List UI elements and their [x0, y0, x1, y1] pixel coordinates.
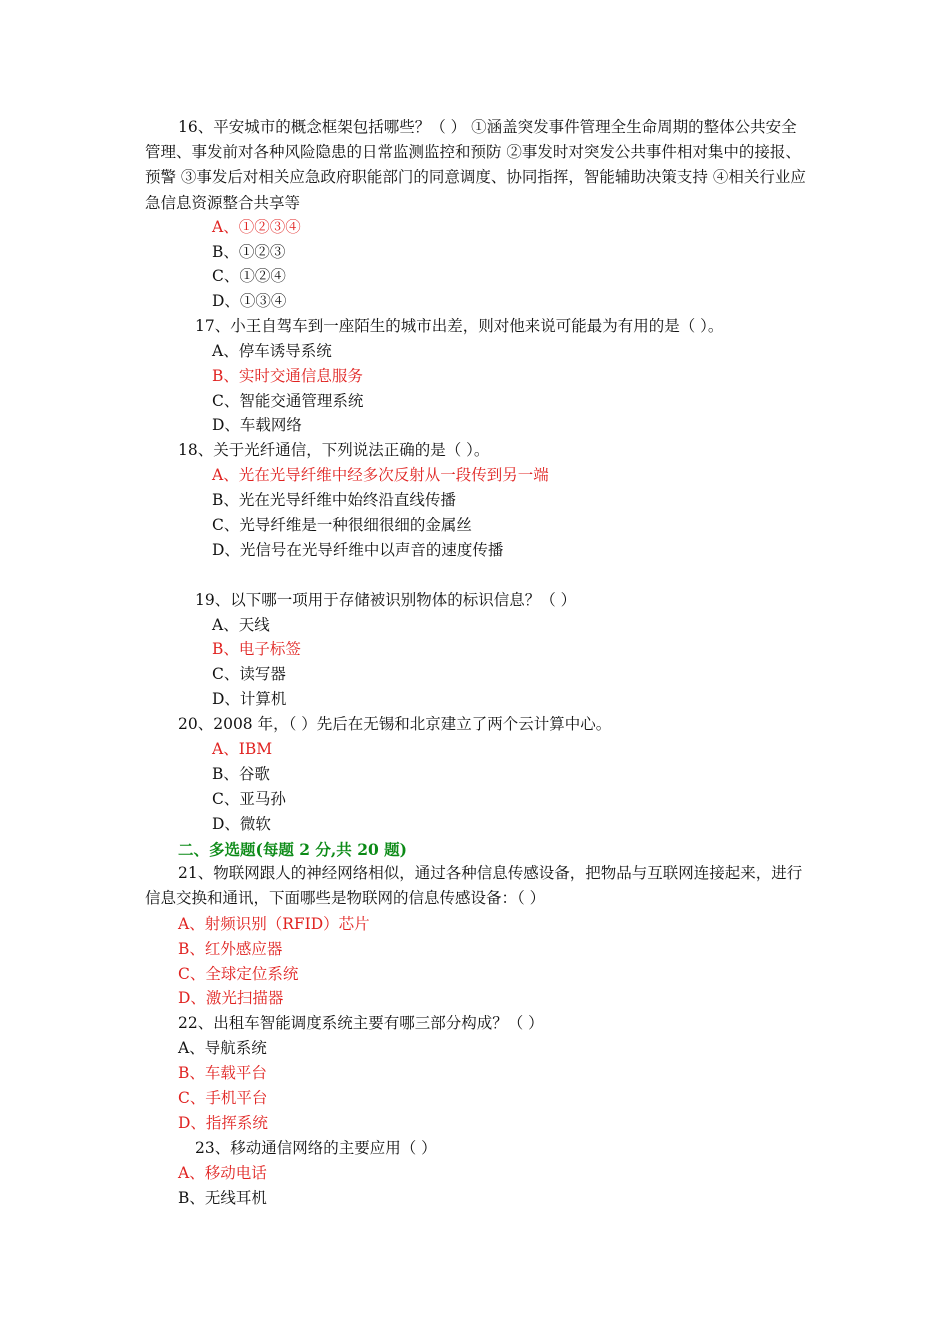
question-21-option-b: B、红外感应器 [178, 940, 283, 958]
question-19-option-c: C、读写器 [212, 665, 286, 683]
question-18-option-c: C、光导纤维是一种很细很细的金属丝 [212, 516, 472, 534]
question-20-stem: 20、2008 年，（ ）先后在无锡和北京建立了两个云计算中心。 [178, 715, 612, 733]
question-19-option-a: A、天线 [212, 616, 270, 634]
question-22-option-a: A、导航系统 [178, 1039, 267, 1057]
question-18-option-a: A、光在光导纤维中经多次反射从一段传到另一端 [212, 466, 549, 484]
question-21-option-a: A、射频识别（RFID）芯片 [178, 915, 370, 933]
question-17-option-d: D、车载网络 [212, 416, 302, 434]
question-16-option-b: B、①②③ [212, 243, 286, 261]
question-16-option-a: A、①②③④ [212, 218, 301, 236]
question-22-option-c: C、手机平台 [178, 1089, 268, 1107]
question-20-option-d: D、微软 [212, 815, 271, 833]
question-21-stem: 21、物联网跟人的神经网络相似，通过各种信息传感设备，把物品与互联网连接起来，进行信息交换和通讯，下面哪些是物联网的信息传感设备：（ ） [145, 864, 803, 907]
question-22-option-d: D、指挥系统 [178, 1114, 268, 1132]
question-22-stem: 22、出租车智能调度系统主要有哪三部分构成？（ ） [178, 1014, 544, 1032]
question-21-option-c: C、全球定位系统 [178, 965, 299, 983]
question-17-option-c: C、智能交通管理系统 [212, 392, 364, 410]
question-22-option-b: B、车载平台 [178, 1064, 267, 1082]
question-20-option-a: A、IBM [212, 740, 273, 758]
question-23-stem: 23、移动通信网络的主要应用（ ） [195, 1139, 437, 1157]
question-17-option-b: B、实时交通信息服务 [212, 367, 363, 385]
question-19-option-d: D、计算机 [212, 690, 287, 708]
question-19-option-b: B、电子标签 [212, 640, 301, 658]
question-16-option-d: D、①③④ [212, 292, 287, 310]
section-heading-multiple-choice: 二、多选题(每题 2 分,共 20 题) [178, 840, 408, 859]
question-16-stem: 16、平安城市的概念框架包括哪些？（ ） ①涵盖突发事件管理全生命周期的整体公共安全管理、事发前对各种风险隐患的日常监测监控和预防 ②事发时对突发公共事件相对集中的接报、预警 ③事发后对相关应急政府职能部门的同意调度、协同指挥，智能辅助决策支持 ④相关行业应急信息资源整合共享等 [145, 118, 806, 212]
question-18-option-b: B、光在光导纤维中始终沿直线传播 [212, 491, 456, 509]
question-23-option-b: B、无线耳机 [178, 1189, 267, 1207]
question-18-option-d: D、光信号在光导纤维中以声音的速度传播 [212, 541, 504, 559]
question-19-stem: 19、以下哪一项用于存储被识别物体的标识信息？（ ） [195, 591, 577, 609]
question-16-option-c: C、①②④ [212, 267, 286, 285]
question-20-option-b: B、谷歌 [212, 765, 270, 783]
question-21-option-d: D、激光扫描器 [178, 989, 284, 1007]
question-17-stem: 17、小王自驾车到一座陌生的城市出差，则对他来说可能最为有用的是（ ）。 [195, 317, 724, 335]
question-18-stem: 18、关于光纤通信，下列说法正确的是（ ）。 [178, 441, 490, 459]
question-17-option-a: A、停车诱导系统 [212, 342, 332, 360]
question-20-option-c: C、亚马孙 [212, 790, 286, 808]
question-23-option-a: A、移动电话 [178, 1164, 267, 1182]
